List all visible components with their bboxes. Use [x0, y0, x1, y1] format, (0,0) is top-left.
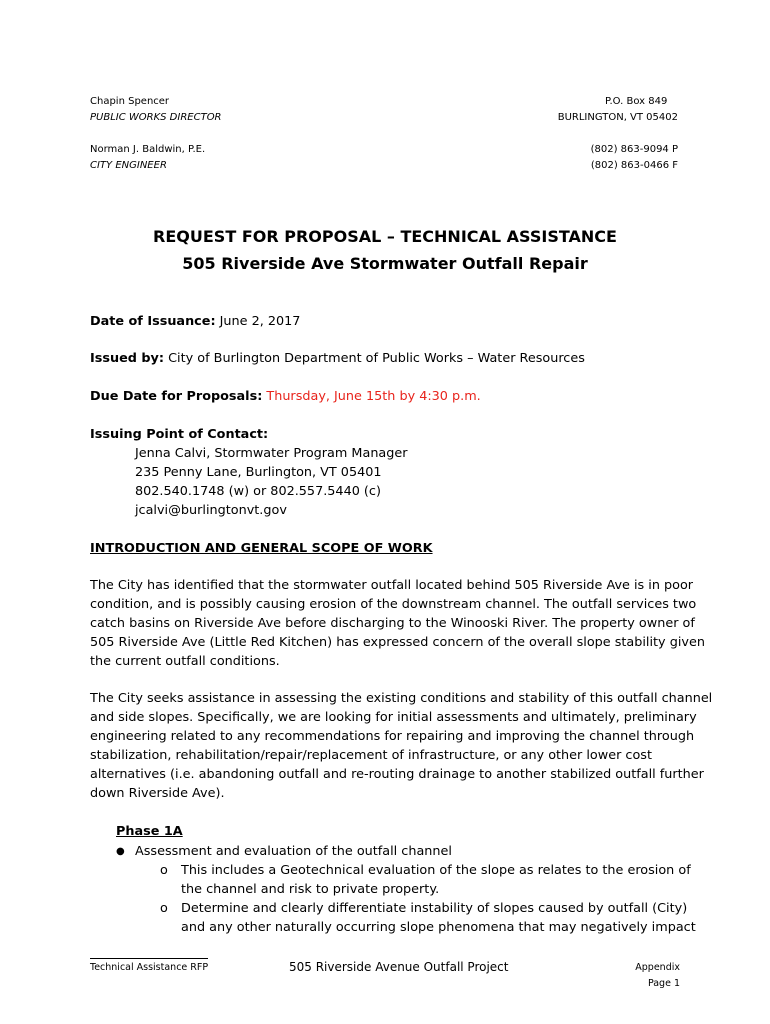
sub-bullet-marker: o [160, 863, 168, 878]
contact-phone: 802.540.1748 (w) or 802.557.5440 (c) [135, 484, 381, 499]
engineer-title: CITY ENGINEER [90, 160, 167, 171]
section-heading: INTRODUCTION AND GENERAL SCOPE OF WORK [90, 541, 433, 556]
issuance-label: Date of Issuance: [90, 314, 216, 329]
contact-email[interactable]: jcalvi@burlingtonvt.gov [135, 503, 287, 518]
bullet-icon: ● [116, 846, 125, 857]
title-line-1: REQUEST FOR PROPOSAL – TECHNICAL ASSISTANCE [153, 227, 617, 246]
footer-divider [90, 958, 208, 959]
issued-by-value: City of Burlington Department of Public Works – Water Resources [168, 351, 585, 366]
director-title: PUBLIC WORKS DIRECTOR [90, 112, 222, 123]
sub-bullet-1-line: the channel and risk to private property. [181, 882, 440, 897]
sub-bullet-2-line: Determine and clearly differentiate instability of slopes caused by outfall (City) [181, 901, 688, 916]
footer-left: Technical Assistance RFP [90, 962, 209, 973]
due-date-value: Thursday, June 15th by 4:30 p.m. [266, 389, 481, 404]
contact-address: 235 Penny Lane, Burlington, VT 05401 [135, 465, 382, 480]
phase-bullet-text: Assessment and evaluation of the outfall channel [135, 844, 452, 859]
due-date-label: Due Date for Proposals: [90, 389, 263, 404]
paragraph-2-line: alternatives (i.e. abandoning outfall and re-routing drainage to another stabilized outfall further [90, 767, 704, 782]
phone-number: (802) 863-9094 P [590, 144, 678, 155]
director-name: Chapin Spencer [90, 96, 170, 107]
issuance-date: June 2, 2017 [219, 314, 301, 329]
phase-heading: Phase 1A [116, 824, 183, 839]
paragraph-2-line: and side slopes. Specifically, we are looking for initial assessments and ultimately, preliminary [90, 710, 697, 725]
sub-bullet-marker: o [160, 901, 168, 916]
fax-number: (802) 863-0466 F [590, 160, 678, 171]
title-line-2: 505 Riverside Ave Stormwater Outfall Repair [182, 254, 588, 273]
contact-name: Jenna Calvi, Stormwater Program Manager [135, 446, 408, 461]
po-box: P.O. Box 849 [605, 96, 668, 107]
paragraph-1-line: 505 Riverside Ave (Little Red Kitchen) has expressed concern of the overall slope stability given [90, 635, 705, 650]
paragraph-1-line: The City has identified that the stormwater outfall located behind 505 Riverside Ave is in poor [90, 578, 694, 593]
footer-appendix: Appendix [635, 962, 680, 973]
sub-bullet-2-line: and any other naturally occurring slope phenomena that may negatively impact [181, 920, 696, 935]
paragraph-2-line: down Riverside Ave). [90, 786, 225, 801]
sub-bullet-1-line: This includes a Geotechnical evaluation of the slope as relates to the erosion of [181, 863, 691, 878]
contact-label: Issuing Point of Contact: [90, 427, 269, 442]
paragraph-2-line: stabilization, rehabilitation/repair/replacement of infrastructure, or any other lower cost [90, 748, 652, 763]
footer-page-number: Page 1 [647, 978, 680, 989]
issued-by-label: Issued by: [90, 351, 165, 366]
engineer-name: Norman J. Baldwin, P.E. [90, 144, 206, 155]
due-date-line [90, 387, 481, 406]
paragraph-2-line: engineering related to any recommendations for repairing and improving the channel through [90, 729, 695, 744]
footer-center: 505 Riverside Avenue Outfall Project [289, 960, 509, 974]
issued-by-line [90, 349, 585, 368]
paragraph-1-line: condition, and is possibly causing erosion of the downstream channel. The outfall services two [90, 597, 697, 612]
city-state-zip: BURLINGTON, VT 05402 [557, 112, 678, 123]
paragraph-1-line: the current outfall conditions. [90, 654, 280, 669]
paragraph-2-line: The City seeks assistance in assessing the existing conditions and stability of this outfall channel [90, 691, 713, 706]
paragraph-1-line: catch basins on Riverside Ave before discharging to the Winooski River. The property owner of [90, 616, 695, 631]
issuance-line [90, 312, 300, 331]
